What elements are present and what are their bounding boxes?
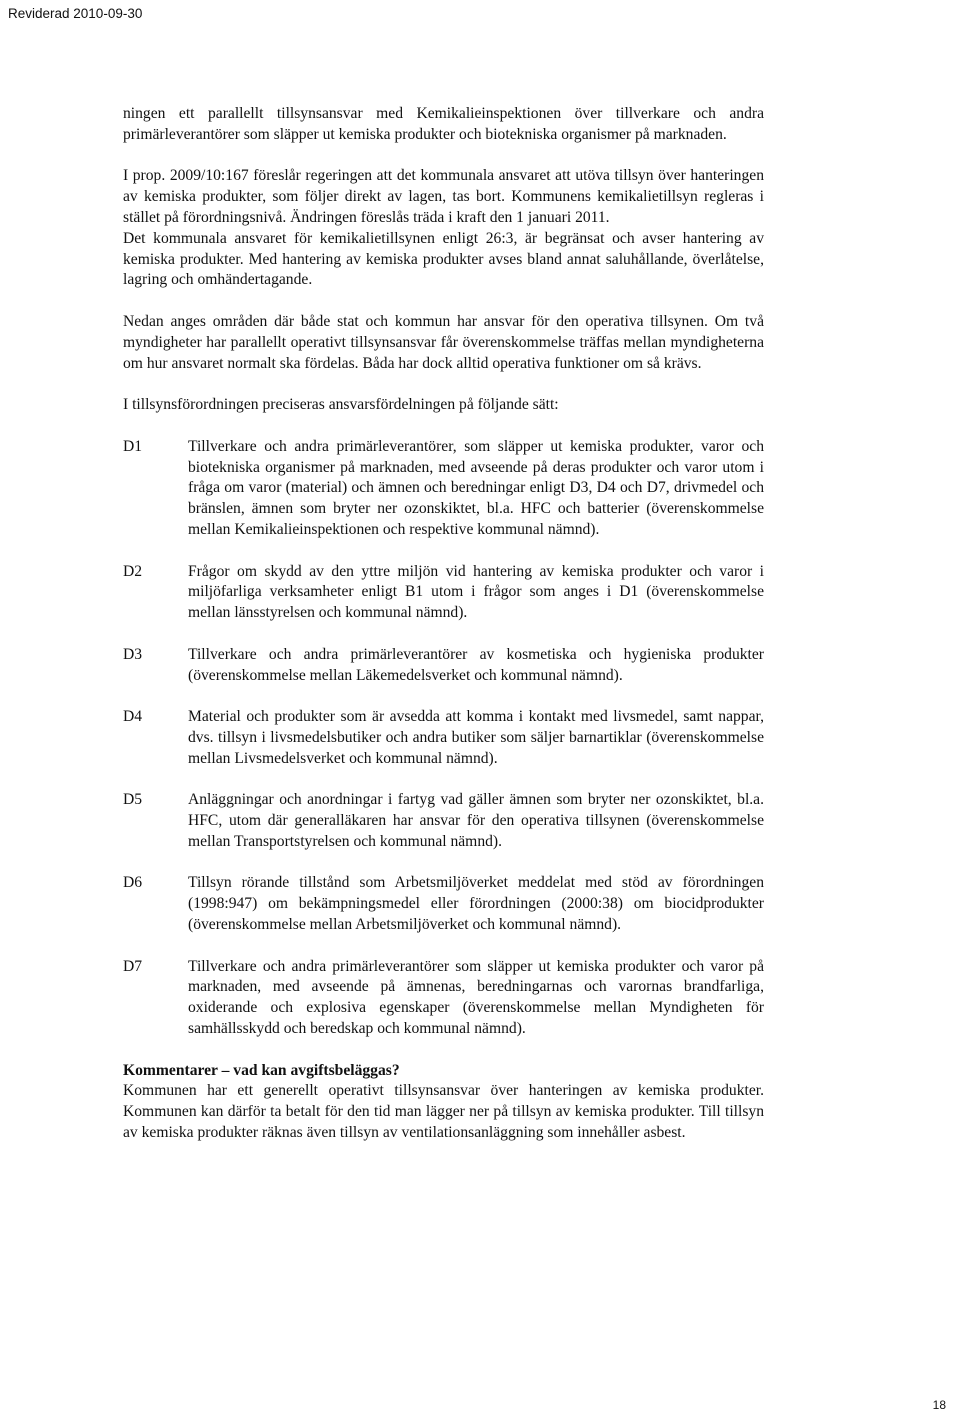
definition-text: Frågor om skydd av den yttre miljön vid hantering av kemiska produkter och varor i miljöfarliga verksamheter enligt B1 utom i frågor som anges i D1 (överenskommelse mellan länsstyrelsen och kommunal nämnd). <box>188 562 764 622</box>
definition-code: D2 <box>123 562 143 580</box>
definition-code: D1 <box>123 437 143 455</box>
comment-text: Kommunen har ett generellt operativt tillsynsansvar över hanteringen av kemiska produkter. Kommunen kan därför ta betalt för den tid man lägger ner på tillsyn av kemiska produkter. Till tillsyn av kemiska produkter räknas även tillsyn av ventilationsanläggning som innehåller asbest. <box>123 1082 764 1142</box>
definition-text: Tillsyn rörande tillstånd som Arbetsmiljöverket meddelat med stöd av förordningen (1998:947) om bekämpningsmedel eller förordningen (2000:38) om biocidprodukter (överenskommelse mellan Arbetsmiljöverket och kommunal nämnd). <box>188 874 764 934</box>
definition-item <box>123 562 764 624</box>
definition-item <box>123 645 764 687</box>
paragraph-shared-areas: Nedan anges områden där både stat och kommun har ansvar för den operativa tillsynen. Om två myndigheter har parallellt operativt tillsynsansvar får överenskommelse träffas mellan myndigheterna om hur ansvaret normalt ska fördelas. Båda har dock alltid operativa funktioner om så krävs. <box>123 312 764 372</box>
definition-text: Material och produkter som är avsedda att komma i kontakt med livsmedel, samt nappar, dvs. tillsyn i livsmedelsbutiker och andra butiker som säljer barnartiklar (överenskommelse mellan Livsmedelsverket och kommunal nämnd). <box>188 708 764 767</box>
definition-item <box>123 957 764 1040</box>
paragraph-proposition: I prop. 2009/10:167 föreslår regeringen att det kommunala ansvaret att utöva tillsyn över hanteringen av kemiska produkter, som följer direkt av lagen, tas bort. Kommunens kemikalietillsyn regleras i stället på förordningsnivå. Ändringen föreslås träda i kraft den 1 januari 2011. <box>123 167 764 226</box>
definition-code: D4 <box>123 708 143 726</box>
document-body <box>123 104 764 1144</box>
definition-item <box>123 437 764 541</box>
definition-code: D7 <box>123 957 143 975</box>
paragraph-municipal-responsibility: Det kommunala ansvaret för kemikalietillsynen enligt 26:3, är begränsat och avser hantering av kemiska produkter. Med hantering av kemiska produkter avses bland annat saluhållande, överlåtelse, lagring och omhändertagande. <box>123 229 764 289</box>
paragraph-intro: ningen ett parallellt tillsynsansvar med Kemikalieinspektionen över tillverkare och andra primärleverantörer som släpper ut kemiska produkter och biotekniska organismer på marknaden. <box>123 105 764 143</box>
definition-item <box>123 790 764 852</box>
definition-text: Tillverkare och andra primärleverantörer, som släpper ut kemiska produkter, varor och biotekniska organismer på marknaden, med avseende på deras produkter och varor utom i fråga om varor (material) och ämnen och beredningar enligt D3, D4 och D7, drivmedel och bränslen, ämnen som bryter ner ozonskiktet, bl.a. HFC och batterier (överenskommelse mellan Kemikalieinspektionen och respektive kommunal nämnd). <box>188 437 764 538</box>
definition-item <box>123 873 764 935</box>
definition-text: Tillverkare och andra primärleverantörer som släpper ut kemiska produkter och varor på marknaden, med avseende på ämnenas, beredningarnas och varornas brandfarliga, oxiderande och explosiva egenskaper (överenskommelse mellan Myndigheten för samhällsskydd och beredskap och kommunal nämnd). <box>188 957 764 1038</box>
page-number: 18 <box>932 1398 946 1412</box>
definition-item <box>123 707 764 769</box>
definition-code: D3 <box>123 645 143 663</box>
definition-code: D6 <box>123 874 143 892</box>
definition-text: Anläggningar och anordningar i fartyg vad gäller ämnen som bryter ner ozonskiktet, bl.a. HFC, utom där generalläkaren har ansvar för den operativa tillsynen (överenskommelse mellan Transportstyrelsen och kommunal nämnd). <box>188 791 764 850</box>
definition-list <box>123 437 764 1040</box>
revision-header: Reviderad 2010-09-30 <box>8 6 143 21</box>
paragraph-regulation-intro: I tillsynsförordningen preciseras ansvarsfördelningen på följande sätt: <box>123 396 559 414</box>
comment-heading: Kommentarer – vad kan avgiftsbeläggas? <box>123 1061 400 1079</box>
definition-text: Tillverkare och andra primärleverantörer av kosmetiska och hygieniska produkter (överenskommelse mellan Läkemedelsverket och kommunal nämnd). <box>188 645 764 684</box>
definition-code: D5 <box>123 791 143 809</box>
